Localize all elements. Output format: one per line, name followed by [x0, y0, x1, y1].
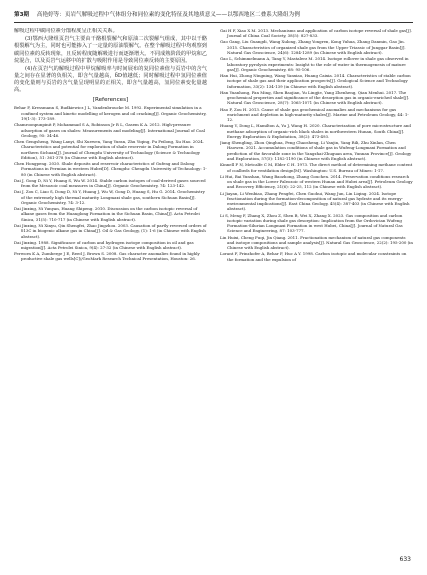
reference-item: Chen Hongpeng. 2020. Shale deposits and reservoir characteristics of Gufeng and Dalong Formations in Permian in western Hubei[D]. Chengdu: Chengdu University of Technology: 1-80 (in Chinese with English abstract).: [14, 161, 207, 177]
body-paragraph: (3)鄂西大隆组页岩气主要由干酪根裂解气和原油二次裂解气组成，其中以干酪根裂解气为主，同时也可能掺入了一定量的原油裂解气。在整个解吸过程中均观察到碳同位素的反转现象，且反转程度随解吸进行而逐渐增大。不同成熟阶段的甲烷和乙烷混合，以及页岩气运移中的扩散与吸附作用是导致同位素反转的主要原因。: [14, 36, 207, 64]
reference-item: Lin Huixi, Cheng Fuqi, Jin Qiang. 2011. Fractionation mechanism of natural gas components and isotope compositions and sample analysis[J]. Natural Gas Geoscience, 22(2): 195-200 (in Chinese with English abstract).: [220, 234, 413, 251]
reference-item: Dai Jinxing, Ni Xinyu, Qin Shengfei, Zhao Jingzhou. 2003. Causation of partly reversed orders of δ13C in biogenic alkane gas in China[J]. Oil & Gas Geology, (1): 1-6 (in Chinese with English abstract).: [14, 222, 207, 239]
reference-item: Han Hui, Zhong Ningning, Wang Yanxiao, Huang Caixia. 2014. Characteristics of stable carbon isotope of shale gas and their application prospects[J]. Geological Science and Technology Information, 33(2): 134-139 (in Chinese with English abstract).: [220, 73, 411, 89]
issue-number: 第3期: [14, 12, 30, 18]
reference-item: Chen Gengsheng, Wang Lanyi, Shi Xuewen, Yang Yuran, Zhu Yiqing, Pu Feilong, Xu Hao. 2024. Characteristics and potential for exploration of shale reservoir in Dalong Formation in northern Sichuan[J]. Journal of Chengdu University of Technology (Science & Technology Edition), 51: 361-378 (in Chinese with English abstract).: [14, 139, 205, 160]
reference-item: Han Yuanhong, Fan Ming, Shen Baojian, Yu Lingjie, Yang Zhenheng, Qian Menhui. 2017. The geochemical properties and significance of the desorption gas in organic-enriched shale[J]. Natural Gas Geoscience, 28(7): 1065-1071 (in Chinese with English abstract).: [220, 89, 410, 106]
reference-item: Dai J, Gong D, Ni Y, Huang S, Wu W. 2014. Stable carbon isotopes of coal-derived gases sourced from the Mesozoic coal measures in China[J]. Organic Geochemistry, 74: 123-142.: [14, 177, 206, 189]
reference-item: Li Hui, Bai Yunshan, Wang Baozhong, Zhang Gouchen. 2014. Preservation conditions research on shale gas in the Lower Paleozoic of western Hunan and Hubei area[J]. Petroleum Geology and Recovery Efficiency, 21(6): 22-25, 112 (in Chinese with English abstract).: [220, 173, 413, 190]
reference-list-left: [14, 105, 207, 261]
reference-item: Dai J, Zou C, Liao S, Dong D, Ni Y, Huang J, Wu W, Gong D, Huang S, Hu G. 2014. Geochemistry of the extremely high thermal maturity Longmaxi shale gas, southern Sichuan Basin[J]. Organic Geochemistry, 74: 3-12.: [14, 189, 205, 205]
body-paragraph: 解吸过程中碳同位素分馏程度呈正相关关系。: [14, 28, 118, 34]
reference-list-right: [220, 28, 413, 262]
reference-item: Lorant F, Prinzhofer A, Behar F, Huc A Y. 1998. Carbon isotopic and molecular constraints on the formation and the expulsion of: [220, 251, 407, 262]
running-title: 高艳婷等：页岩气解吸过程中气体组分和同位素的变化特征及其地质意义——以鄂西地区二叠系大隆组为例: [36, 12, 300, 18]
reference-item: Gao Gang, Liu Guangdi, Wang Xulong, Zhang Yongren, Kong Yuhua, Zhang Danmin, Gao Jin. 2015. Characteristics of organized shale gas from the Upper Triassic of Junggar Basin[J]. Natural Gas Geoscience, 24(6): 1284-1289 (in Chinese with English abstract).: [220, 39, 406, 56]
running-header: [14, 9, 413, 21]
reference-item: Hao F, Zou H. 2013. Cause of shale gas geochemical anomalies and mechanisms for gas enrichment and depletion in high-maturity shales[J]. Marine and Petroleum Geology, 44: 1-12.: [220, 106, 409, 123]
reference-item: Dai Jinxing. 1988. Significance of carbon and hydrogen isotope composition in oil and gas migration[J]. Acta Petrolei Sinica, 9(4): 27-32 (in Chinese with English abstract).: [14, 239, 194, 250]
reference-item: Kinnell F N, Metcalfe C M, Elder C H. 1973. The direct method of determining methane content of coalbeds for ventilation design[M]. Washington: U.S. Bureau of Mines: 1-17.: [220, 162, 413, 173]
reference-item: Behar F, Kressmann S, Rudkiewicz J L, Vandenbroucke M. 1992. Experimental simulation in a confined system and kinetic modelling of kerogen and oil cracking[J]. Organic Geochemistry, 19(1-3): 173-189.: [14, 105, 207, 122]
left-column: [14, 28, 207, 263]
reference-item: Li Jiayan, Li Wenbiao, Zhang Pengfei, Chen Guohui, Wang Jun, Lin Liqing. 2024. Isotope fractionation during the formation-decomposition of natural gas hydrate and its energy-environmental implications[J]. East China Geology, 45(4): 387-403 (in Chinese with English abstract).: [220, 190, 410, 212]
reference-item: Dai Jinxing, Ni Yunyan, Huang Shipeng. 2010. Discussion on the carbon isotopic reversal of alkane gases from the Huanglong Formation in the Sichuan Basin, China[J]. Acta Petrolei Sinica, 31(5): 710-717 (in Chinese with English abstract).: [14, 206, 200, 222]
reference-item: Jiang Shengling, Zhou Qinghua, Peng Chaosheng, Li Yanjin, Yang Rili, Zhu Xinlan, Chen Haowen. 2021. Accumulation conditions of shale gas in Wufeng-Longmaxi Formation and prediction of the favorable zone in the Yangzhai-Zhuguan area, Yunnan Province[J]. Geology and Exploration, 57(5): 1182-1190 (in Chinese with English abstract).: [220, 140, 412, 162]
reference-item: Ferworn K A, Zumberge J E, Reed J, Brown S. 2008. Gas character anomalies found in highly productive shale gas wells[C]//GeoMark Research Technical Presentation, Houston: 26.: [14, 251, 200, 262]
right-column: [220, 28, 413, 263]
reference-item: Huang Y, Dong L, Hamilton A, Yu J, Wang H. 2020. Characterization of pore microstructure and methane adsorption of organic-rich black shales in northwestern Hunan, South China[J]. Energy Exploration & Exploitation, 38(2): 473-493.: [220, 123, 411, 139]
reference-item: Gao L, Schimmelmann A, Tang Y, Mastalerz M. 2014. Isotope rollover in shale gas observed in laboratory pyrolysis experiments: Insight to the role of water in thermogenesis of mature gas[J]. Organic Geochemistry, 68: 95-106.: [220, 56, 409, 72]
reference-item: Li S, Meng F, Zhang X, Zhou Z, Shen B, Wei X, Zhang X. 2023. Gas composition and carbon isotopic variation during shale gas desorption: Implication from the Ordovician Wufeng Formation-Silurian Longmaxi Formation in west Hubei, China[J]. Journal of Natural Gas Science and Engineering, 87: 103-777.: [220, 212, 403, 234]
reference-item: Gai H F, Xiao X M. 2013. Mechanisms and application of carbon isotope reversal of shale gas[J]. Journal of China Coal Society, 38(5): 827-833.: [220, 28, 412, 39]
reference-item: Chamroonpunpinit P, Mohammad S A, Robinson Jr R L, Gasem K A. 2012. High-pressure adsorption of gases on shales: Measurements and modeling[J]. International Journal of Coal Geology, 95: 34-46.: [14, 122, 205, 138]
header-rule: [14, 22, 413, 23]
page-number: 633: [399, 556, 411, 563]
references-heading: [References]: [92, 97, 129, 104]
body-paragraph: (4)在页岩气的解吸过程中甲烷解吸率与时间展布的复同位素值与页岩中的含气量之间存在显著的负相关，即含气量越高，δD值越低；同时解吸过程中氢同位素值的变化量则与页岩的含气量呈现明显的正相关，即含气量越高，氢同位素变化量越高。: [14, 66, 207, 94]
